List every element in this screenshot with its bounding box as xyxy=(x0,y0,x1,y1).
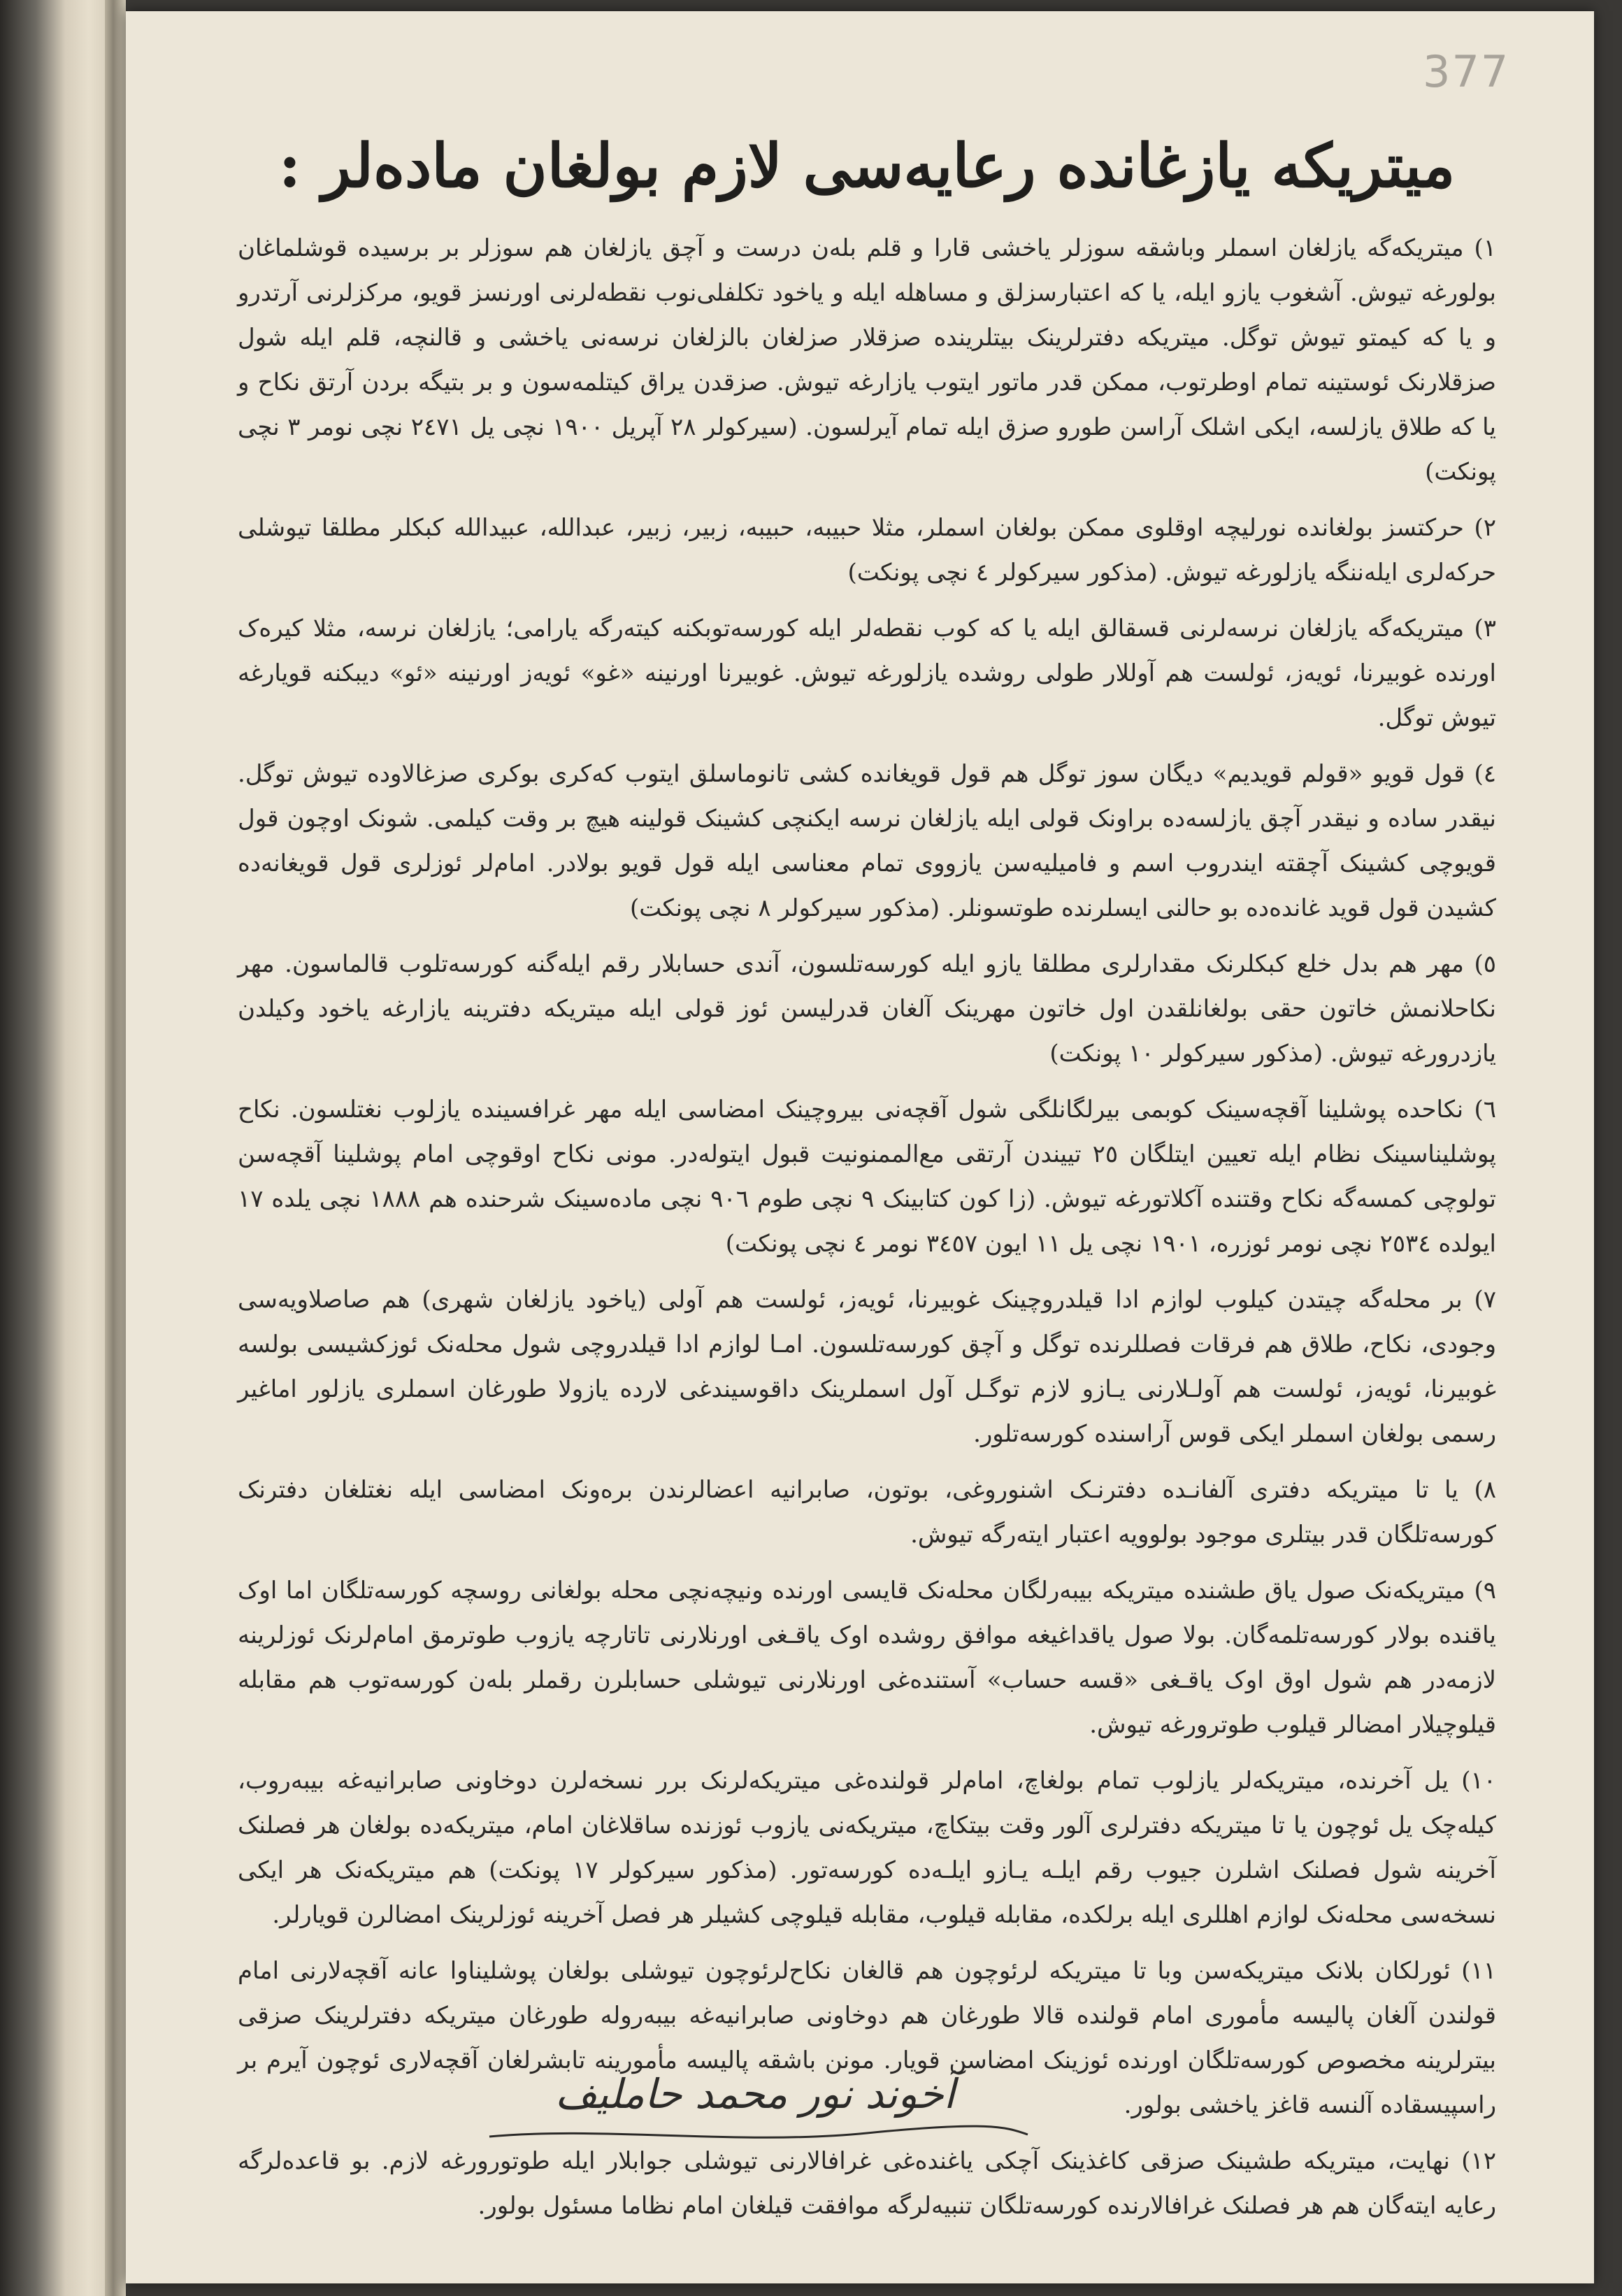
book-binding xyxy=(0,0,119,2296)
paragraph-12: ١٢) نهایت، میتریکه طشینک صزقی کاغذینک آچکی یاغنده‌غی غرافالارنی تیوشلی جوابلار ایله طوتورورغه لازم. بو قاعده‌لرگه رعایه ایته‌گان هم هر فصلنک غرافالارنده کورسه‌تلگان تنبیه‌لرگه موافقت قیلغان امام نظاما مسئول بولور. xyxy=(238,2147,1496,2220)
signature-text: آخوند نور محمد حاملیف xyxy=(555,2070,955,2118)
paragraph-8: ٨) یا تا میتریکه دفتری آلفانـده دفترنـک اشنوروغی، بوتون، صابرانیه اعضالرندن بره‌ونک امضاسی ایله نغتلغان دفترنک کورسه‌تلگان قدر بیتلری موجود بولوویه اعتبار ایته‌رگه تیوش. xyxy=(238,1476,1496,1549)
page-content xyxy=(238,130,1496,2220)
document-page xyxy=(126,11,1594,2283)
paragraph-11: ١١) ئورلکان بلانک میتریکه‌سن وبا تا میتریکه لرئوچون هم قالغان نکاح‌لرئوچون تیوشلی بولغان پوشلیناوا عانه آقچه‌لارنی امام قولندن آلغان پالیسه مأموری امام قولنده قالا طورغان هم دوخاونی صابرانیه‌غه بیبه‌روله طورغان میتریکه دفترلرینک صزقی بیترلرینه مخصوص کورسه‌تلگان اورنده ئوزینک امضاسن قویار. مونن باشقه پالیسه مأمورینه تابشرلغان آقچه‌لاری ئوچون آیرم بر راسپیسقاده آلنسه قاغز یاخشی بولور. xyxy=(238,1957,1496,2120)
paragraph-10: ١٠) یل آخرنده، میتریکه‌لر یازلوب تمام بولغاچ، امام‌لر قولنده‌غی میتریکه‌لرنک برر نسخه‌لرن دوخاونی صابرانیه‌غه بیبه‌روب، کیله‌چک یل ئوچون یا تا میتریکه دفترلری آلور وقت بیتکاچ، میتریکه‌نی یازوب ئوزنده ساقلاغان امام، میتریکه‌ده بولغان هر فصلنک آخرینه شول فصلنک اشلرن جیوب رقم ایلـه یـازو ایلـه‌ده کورسه‌تور. (مذکور سیرکولر ١٧ پونکت) هم میتریکه‌نک هر ایکی نسخه‌سی محله‌نک لوازم اهللری ایله برلکده، مقابله قیلوب، مقابله قیلوچی کشیلر هر فصل آخرینه ئوزلرینک امضالرن قویارلر. xyxy=(238,1767,1496,1930)
signature xyxy=(475,2070,1035,2154)
paragraph-4: ٤) قول قویو «قولم قویدیم» دیگان سوز توگل هم قول قویغانده کشی تانوماسلق ایتوب که‌کری بو‌کری صزغالاوده تیوش توگل. نیقدر ساده و نیقدر آچق یازلسه‌ده براونک قولی ایله یازلغان نرسه ایکنچی کشینک قولینه هیچ بر وقت کیلمی. شونک اوچون قول قویوچی کشینک آچقته ایندروب اسم و فامیلیه‌سن یازووی تمام معناسی ایله قول قویو بولادر. امام‌لر ئوزلری قول قویغانه‌ده کشیدن قول قوید غانده‌ده بو حالنی ایسلرنده طوتسونلر. (مذکور سیرکولر ٨ نچی پونکت) xyxy=(238,760,1496,923)
paragraph-6: ٦) نکاحده پوشلینا آقچه‌سینک کوبمی بیرلگانلگی شول آقچه‌نی بیروچینک امضاسی ایله مهر غرافسینده یازلوب نغتلسون. نکاح پوشلیناسینک نظام ایله تعیین ایتلگان ٢٥ تییندن آرتقی مع‌الممنونیت قبول ایتوله‌در. مونی نکاح اوقوچی امام پوشلینا آقچه‌سن تولوچی کمسه‌گه نکاح وقتنده آکلاتورغه تیوش. (زا کون کتابینک ٩ نچی طوم ٩٠٦ نچی ماده‌سینک شرحنده هم ١٨٨٨ نچی یلده ١٧ ایولده ٢٥٣٤ نچی نومر ئوزره، ١٩٠١ نچی یل ١١ ایون ٣٤٥٧ نومر ٤ نچی پونکت) xyxy=(238,1096,1496,1258)
paragraph-9: ٩) میتریکه‌نک صول یاق طشنده میتریکه بیبه‌رلگان محله‌نک قایسی اورنده ونیچه‌نچی محله بولغانی روسچه کورسه‌تلگان اما اوک یاقنده بولار کورسه‌تلمه‌گان. بولا صول یاقداغیغه موافق روشده اوک یاقـغی اورنلارنی تاتارچه یازوب طوترمق امام‌لرنک ئوزلرینه لازمه‌در هم شول اوق اوک یاقـغی «قسه حساب» آستنده‌غی اورنلارنی تیوشلی حسابلرن رقملر بله‌ن کورسه‌توب هم مقابله قیلوچیلار امضالر قیلوب طوترورغه تیوش. xyxy=(238,1577,1496,1739)
paragraph-5: ٥) مهر هم بدل خلع کبکلرنک مقدارلری مطلقا یازو ایله کورسه‌تلسون، آندی حسابلار رقم ایله‌گنه کورسه‌تلوب قالماسون. مهر نکاحلانمش خاتون حقی بولغانلقدن اول خاتون مهرینک آلغان قدرلیسن ئوز قولی ایله میتریکه دفترینه یازارغه یاخود وکیلدن یازدرورغه تیوش. (مذکور سیرکولر ١٠ پونکت) xyxy=(238,950,1496,1068)
document-title: میتریکه یازغانده رعایه‌سی لازم بولغان ماده‌لر : xyxy=(278,131,1456,201)
signature-flourish xyxy=(475,2119,1035,2147)
binding-edge xyxy=(105,0,126,2296)
paragraph-1: ١) میتریکه‌گه یازلغان اسملر وباشقه سوزلر یاخشی قارا و قلم بله‌ن درست و آچق یازلغان هم سوزلر بر برسیده قوشلماغان بولورغه تیوش. آشغوب یازو ایله، یا که اعتبارسزلق و مساهله ایله و یاخود تکلفلی‌نوب نقطه‌لرنی اورنسز قویو، مرکزلرنی آرتدرو و یا که کیمتو تیوش توگل. میتریکه دفترلرینک بیتلرینده صزقلار صزلغان بالزلغان نرسه‌نی یاخشی و قالنچه، قلم ایله شول صزقلارنک ئوستینه تمام اوطرتوب، ممکن قدر ماتور ایتوب یازارغه تیوش. صزقدن یراق کیتلمه‌سون و بر بتیگه بردن آرتق نکاح و یا که طلاق یازلسه، ایکی اشلک آراسن طورو صزق ایله تمام آیرلسون. (سیرکولر ٢٨ آپریل ١٩٠٠ نچی یل ٢٤٧١ نچی نومر ٣ نچی پونکت) xyxy=(238,234,1496,487)
paragraph-7: ٧) بر محله‌گه چیتدن کیلوب لوازم ادا قیلدروچینک غوبیرنا، ئویه‌ز، ئولست هم آولی (یاخود یازلغان شهری) هم صاصلاویه‌سی وجودی، نکاح، طلاق هم فرقات فصللرنده توگل و آچق کورسه‌تلسون. امـا لوازم ادا قیلدروچی شول محله‌نک ئوزکشیسی بولسه غوبیرنا، ئویه‌ز، ئولست هم آولـلارنی یـازو لازم توگـل آول اسملرینک داقوسیندغی لارده یازولا طورغان اسملری یازلور اماغیر رسمی بولغان اسملر ایکی قوس آراسنده کورسه‌تلور. xyxy=(238,1286,1496,1449)
paragraph-2: ٢) حرکتسز بولغانده‌ نورلیچه اوقلوی ممکن بولغان اسملر، مثلا حبیبه، حبیبه، زبیر، زبیر، عبدالله، عبیدالله کبکلر مطلقا تیوشلی حرکه‌لری ایله‌ننگه یازلورغه تیوش. (مذکور سیرکولر ٤ نچی پونکت) xyxy=(238,514,1496,587)
page-number: 377 xyxy=(1423,46,1510,97)
paragraph-3: ٣) میتریکه‌گه یازلغان نرسه‌لرنی قسقالق ایله یا که کوب نقطه‌لر ایله کورسه‌توبکنه کیته‌رگه یارامی؛ یازلغان نرسه، مثلا کیره‌ک اورنده غوبیرنا، ئویه‌ز، ئولست هم آوللار طولی روشده یازلورغه تیوش. غوبیرنا اورنینه «غو» ئویه‌ز اورنینه «ئو» دیبکنه قویارغه تیوش توگل. xyxy=(238,615,1496,733)
